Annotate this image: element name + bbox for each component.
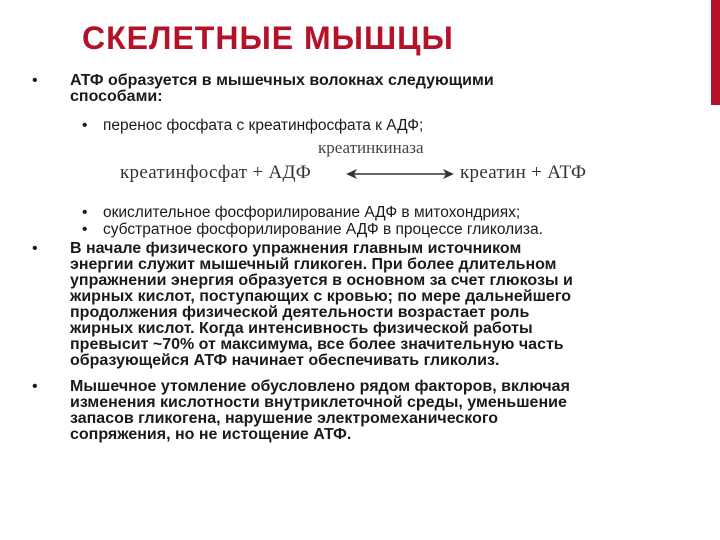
bullet-text-line: способами:: [70, 88, 163, 105]
bullet-text-line: сопряжения, но не истощение АТФ.: [70, 426, 352, 443]
accent-bar: [711, 0, 720, 105]
sub-bullet-substrate: [28, 221, 688, 238]
sub-bullet-dot: •: [82, 204, 88, 221]
sub-bullet-phosphate-transfer: [28, 117, 688, 134]
bullet-text-line: образующейся АТФ начинает обеспечивать гликолиз.: [70, 352, 500, 369]
sub-bullet-text: окислительное фосфорилирование АДФ в митохондриях;: [103, 204, 521, 221]
bullet-dot: •: [32, 72, 38, 89]
bullet-text-line: упражнении энергия образуется в основном за счет глюкозы и: [70, 272, 573, 289]
bullet-text-line: жирных кислот. Когда интенсивность физической работы: [70, 320, 533, 337]
sub-bullet-dot: •: [82, 117, 88, 134]
bullet-text-line: запасов гликогена, нарушение электромеханического: [70, 410, 499, 427]
bullet-energy-sources: [28, 241, 688, 369]
bullet-text-line: превысит ~70% от максимума, все более значительную часть: [70, 336, 564, 353]
bullet-text-line: жирных кислот, поступающих с кровью; по мере дальнейшего: [70, 288, 572, 305]
sub-bullet-text: перенос фосфата с креатинфосфата к АДФ;: [103, 117, 424, 134]
creatine-kinase-equation: [28, 134, 688, 204]
bullet-text-line: продолжения физической деятельности возрастает роль: [70, 304, 530, 321]
bullet-dot: •: [32, 240, 38, 257]
bullet-text-line: В начале физического упражнения главным источником: [70, 240, 522, 257]
sub-bullet-text: субстратное фосфорилирование АДФ в процессе гликолиза.: [103, 221, 543, 238]
equation-products: креатин + АТФ: [460, 162, 587, 183]
double-arrow-icon: [344, 166, 456, 182]
bullet-text-line: АТФ образуется в мышечных волокнах следующими: [70, 72, 494, 89]
slide-title: СКЕЛЕТНЫЕ МЫШЦЫ: [82, 20, 454, 56]
bullet-atp-formation: [28, 73, 688, 105]
sub-bullet-dot: •: [82, 221, 88, 238]
equation-reactants: креатинфосфат + АДФ: [120, 162, 312, 183]
bullet-text-line: энергии служит мышечный гликоген. При более длительном: [70, 256, 557, 273]
bullet-dot: •: [32, 378, 38, 395]
bullet-text-line: изменения кислотности внутриклеточной среды, уменьшение: [70, 394, 567, 411]
slide-content: [28, 73, 688, 443]
sub-bullet-oxidative: [28, 204, 688, 221]
bullet-text-line: Мышечное утомление обусловлено рядом факторов, включая: [70, 378, 570, 395]
bullet-muscle-fatigue: [28, 379, 688, 443]
equation-enzyme-label: креатинкиназа: [318, 138, 424, 157]
